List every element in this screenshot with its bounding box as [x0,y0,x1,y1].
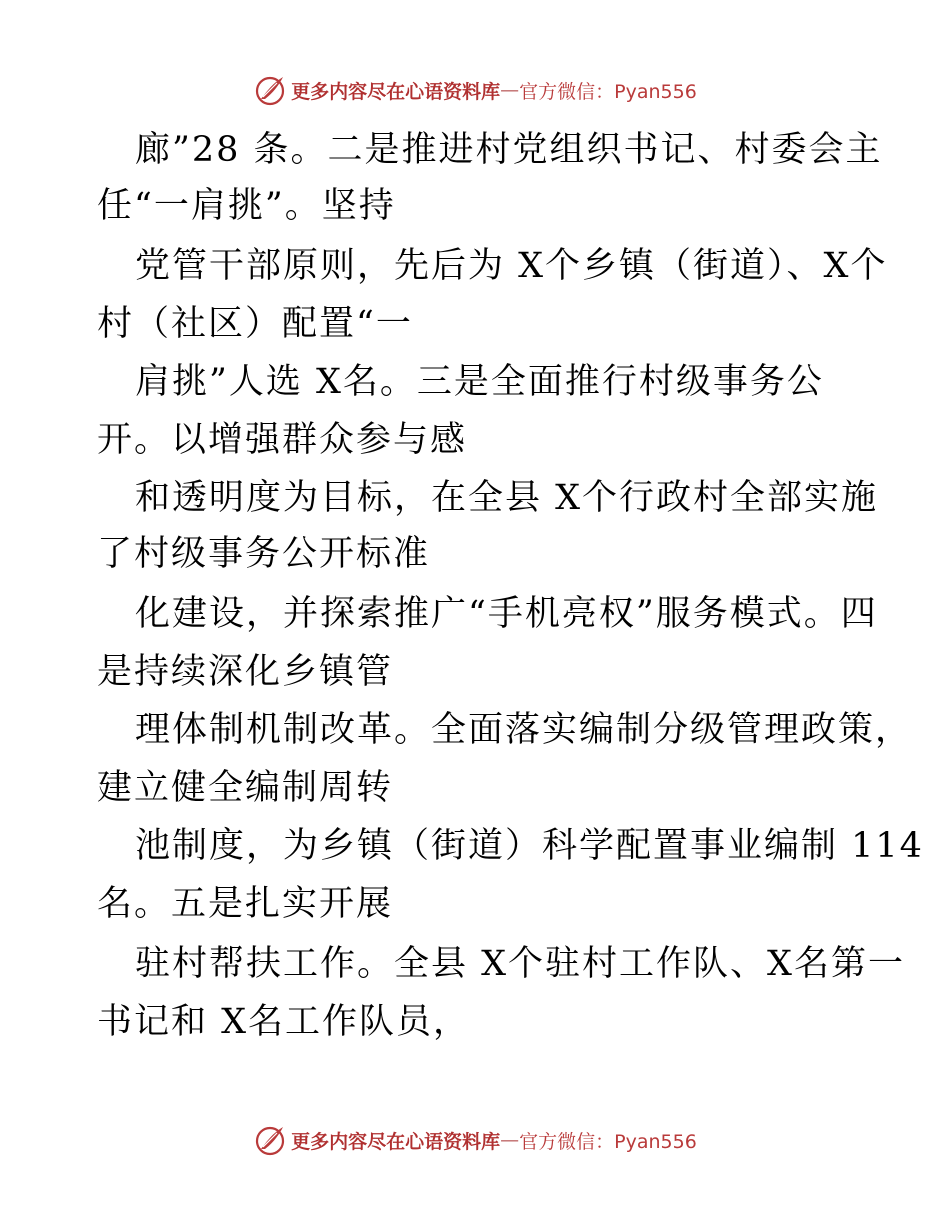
body-line-9: 化建设，并探索推广“手机亮权”服务模式。四 [135,594,878,634]
body-line-12: 建立健全编制周转 [97,768,394,808]
body-line-14: 名。五是扎实开展 [97,884,394,924]
body-line-16: 书记和 X名工作队员， [97,1002,471,1042]
body-line-13: 池制度，为乡镇（街道）科学配置事业编制 114 [135,826,924,866]
body-line-4: 村（社区）配置“一 [97,304,413,344]
footer-separator: — [500,1129,520,1151]
body-line-8: 了村级事务公开标准 [97,534,431,574]
body-line-5: 肩挑”人选 X名。三是全面推行村级事务公 [135,362,824,402]
footer-brand-text: 更多内容尽在心语资料库 [291,1130,501,1153]
body-line-6: 开。以增强群众参与感 [97,420,468,460]
body-line-1: 廊”28 条。二是推进村党组织书记、村委会主 [135,130,883,170]
feather-pen-logo-icon [253,1123,287,1157]
header-brand-text: 更多内容尽在心语资料库 [291,80,501,103]
header-wechat-text: 官方微信：Pyan556 [519,80,697,103]
header-separator: — [500,79,520,101]
footer-wechat-text: 官方微信：Pyan556 [519,1130,697,1153]
body-line-10: 是持续深化乡镇管 [97,652,394,692]
body-line-15: 驻村帮扶工作。全县 X个驻村工作队、X名第一 [135,944,905,984]
body-line-11: 理体制机制改革。全面落实编制分级管理政策， [135,710,913,750]
body-line-7: 和透明度为目标，在全县 X个行政村全部实施 [135,478,879,518]
footer-banner [0,1120,950,1160]
body-line-3: 党管干部原则，先后为 X个乡镇（街道）、X个 [135,246,888,286]
body-line-2: 任“一肩挑”。坚持 [97,186,396,226]
feather-pen-logo-icon [253,73,287,107]
header-banner [0,70,950,110]
